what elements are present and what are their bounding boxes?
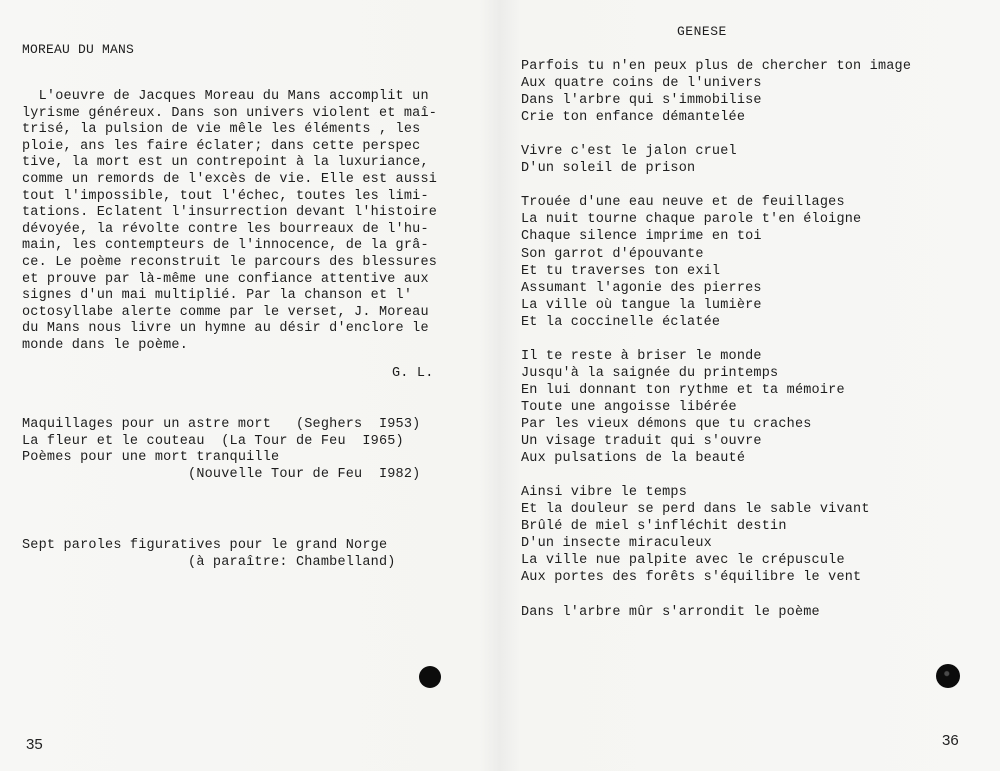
poem-line: Parfois tu n'en peux plus de chercher ton image [521,59,912,74]
poem-line: Et la coccinelle éclatée [521,314,721,330]
stanza-break [521,126,911,143]
poem-line: Et tu traverses ton exil [521,263,721,279]
poem-line: Son garrot d'épouvante [521,246,704,262]
stanza-break [521,586,911,603]
author-initials: G. L. [392,366,434,381]
essay-line: tive, la mort est un contrepoint à la luxuriance, [22,155,429,171]
essay-line: signes d'un mai multiplié. Par la chanson et l' [22,288,413,304]
ink-dot-mark [936,664,960,688]
poem-title: GENESE [677,24,727,39]
essay-line: lyrisme généreux. Dans son univers violent et maî- [22,105,438,121]
stanza-break [521,467,911,484]
poem-line: La ville où tangue la lumière [521,297,762,313]
bibliography-list [22,416,420,482]
poem-line: Ainsi vibre le temps [521,485,688,501]
essay-line: et prouve par là-même une confiance attentive aux [22,271,429,287]
poem-line: En lui donnant ton rythme et ta mémoire [521,382,845,398]
poem-line: Jusqu'à la saignée du printemps [521,365,779,381]
essay-line: main, les contempteurs de l'innocence, de la grâ- [22,238,429,254]
poem-line: Vivre c'est le jalon cruel [521,144,737,160]
stanza-break [521,177,911,194]
forthcoming-title [22,537,396,570]
poem-line: Dans l'arbre qui s'immobilise [521,93,762,109]
poem-line: Aux quatre coins de l'univers [521,76,762,92]
poem-line: Trouée d'une eau neuve et de feuillages [521,195,845,211]
poem-line: Et la douleur se perd dans le sable vivant [521,502,870,518]
bibliography-entry: Poèmes pour une mort tranquille [22,450,280,466]
essay-line: comme un remords de l'excès de vie. Elle est aussi [22,171,438,187]
bibliography-entry: (Nouvelle Tour de Feu I982) [22,466,421,482]
poem-line: La ville nue palpite avec le crépuscule [521,553,845,569]
ink-dot-mark [419,666,441,688]
poem-line: Un visage traduit qui s'ouvre [521,434,762,450]
poem-body [521,58,911,621]
poem-line: La nuit tourne chaque parole t'en éloigne [521,212,862,228]
poem-line: Par les vieux démons que tu craches [521,416,812,432]
forthcoming-line: (à paraître: Chambelland) [22,554,396,570]
stanza-break [521,331,911,348]
page-number-right: 36 [942,732,959,749]
page-number-left: 35 [26,736,43,753]
essay-paragraph [22,89,437,355]
poem-line: Crie ton enfance démantelée [521,110,746,126]
forthcoming-line: Sept paroles figuratives pour le grand Norge [22,538,388,553]
essay-line: dévoyée, la révolte contre les bourreaux de l'hu- [22,221,429,237]
bibliography-entry: La fleur et le couteau (La Tour de Feu I965) [22,433,404,449]
essay-line: trisé, la pulsion de vie mêle les éléments , les [22,122,421,138]
poem-line: Brûlé de miel s'infléchit destin [521,519,787,535]
essay-line: octosyllabe alerte comme par le verset, J. Moreau [22,304,429,320]
poem-line: Assumant l'agonie des pierres [521,280,762,296]
essay-line: ploie, ans les faire éclater; dans cette perspec [22,138,421,154]
essay-line: ce. Le poème reconstruit le parcours des blessures [22,254,438,270]
poem-line: Toute une angoisse libérée [521,399,737,415]
author-heading: MOREAU DU MANS [22,42,135,57]
essay-line: L'oeuvre de Jacques Moreau du Mans accomplit un [22,89,429,104]
essay-line: tout l'impossible, tout l'échec, toutes les limi- [22,188,429,204]
poem-line: D'un insecte miraculeux [521,536,712,552]
poem-line: Dans l'arbre mûr s'arrondit le poème [521,604,820,620]
poem-line: Aux portes des forêts s'équilibre le vent [521,570,862,586]
poem-line: Chaque silence imprime en toi [521,229,762,245]
poem-line: D'un soleil de prison [521,161,696,177]
poem-line: Aux pulsations de la beauté [521,451,746,467]
essay-line: monde dans le poème. [22,337,189,353]
essay-line: tations. Eclatent l'insurrection devant l'histoire [22,205,438,221]
essay-line: du Mans nous livre un hymne au désir d'enclore le [22,321,429,337]
poem-line: Il te reste à briser le monde [521,348,762,364]
bibliography-entry: Maquillages pour un astre mort (Seghers I953) [22,417,421,432]
